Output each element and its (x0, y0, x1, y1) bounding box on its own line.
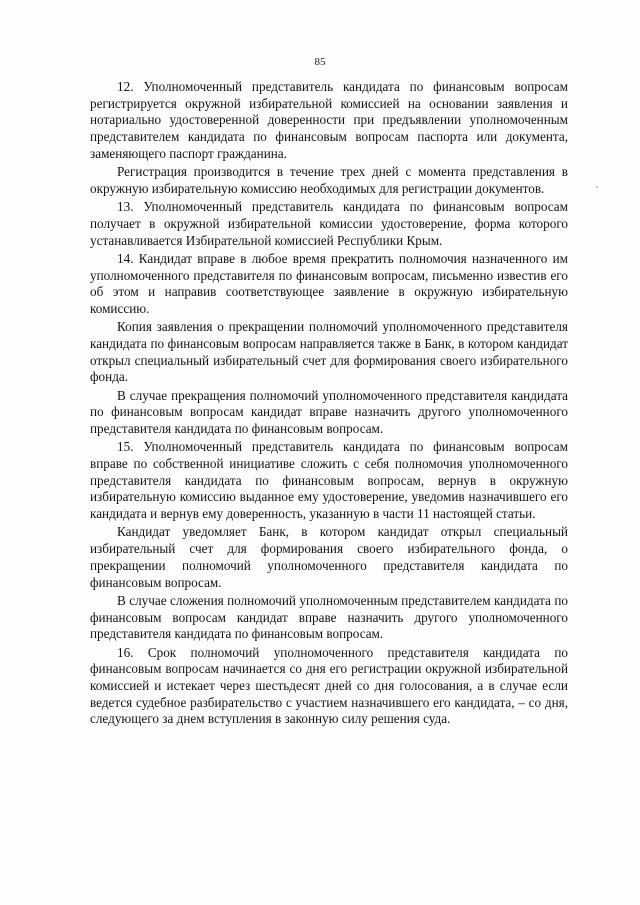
paragraph-new-representative: В случае прекращения полномочий уполномоченного представителя кандидата по финансовым вопросам кандидат вправе назначить другого уполномоченного представителя кандидата по финансовым вопросам. (90, 387, 568, 437)
paragraph-12: 12. Уполномоченный представитель кандидата по финансовым вопросам регистрируется окружной избирательной комиссией на основании заявления и нотариально удостоверенной доверенности при предъявлении уполномоченным представителем кандидата по финансовым вопросам паспорта или документа, заменяющего паспорт гражданина. (90, 79, 568, 161)
paragraph-14: 14. Кандидат вправе в любое время прекратить полномочия назначенного им уполномоченного представителя по финансовым вопросам, письменно известив его об этом и направив соответствующее заявление в окружную избирательную комиссию. (90, 250, 568, 316)
paragraph-termination-copy: Копия заявления о прекращении полномочий уполномоченного представителя кандидата по финансовым вопросам направляется также в Банк, в котором кандидат открыл специальный избирательный счет для формирования своего избирательного фонда. (90, 319, 568, 385)
paragraph-bank-notification: Кандидат уведомляет Банк, в котором кандидат открыл специальный избирательный счет для формирования своего избирательного фонда, о прекращении полномочий уполномоченного представителя кандидата по финансовым вопросам. (90, 524, 568, 590)
paragraph-registration-term: Регистрация производится в течение трех дней с момента представления в окружную избирательную комиссию необходимых для регистрации документов. (90, 164, 568, 196)
paragraph-15: 15. Уполномоченный представитель кандидата по финансовым вопросам вправе по собственной инициативе сложить с себя полномочия уполномоченного представителя кандидата по финансовым вопросам, вернув в окружную избирательную комиссию выданное ему удостоверение, уведомив назначившего его кандидата и вернув ему доверенность, указанную в части 11 настоящей статьи. (90, 439, 568, 522)
paragraph-13: 13. Уполномоченный представитель кандидата по финансовым вопросам получает в окружной избирательной комиссии удостоверение, форма которого устанавливается Избирательной комиссией Республики Крым. (90, 199, 568, 248)
document-body (90, 79, 568, 730)
page-number: 85 (314, 56, 326, 68)
scan-speck (596, 186, 598, 188)
paragraph-16: 16. Срок полномочий уполномоченного представителя кандидата по финансовым вопросам начинается со дня его регистрации окружной избирательной комиссией и истекает через шестьдесят дней со дня голосования, а в случае если ведется судебное разбирательство с участием назначившего его кандидата, – со дня, следующего за днем вступления в законную силу решения суда. (90, 644, 568, 727)
paragraph-resignation-replacement: В случае сложения полномочий уполномоченным представителем кандидата по финансовым вопросам кандидат вправе назначить другого уполномоченного представителя кандидата по финансовым вопросам. (90, 592, 568, 642)
